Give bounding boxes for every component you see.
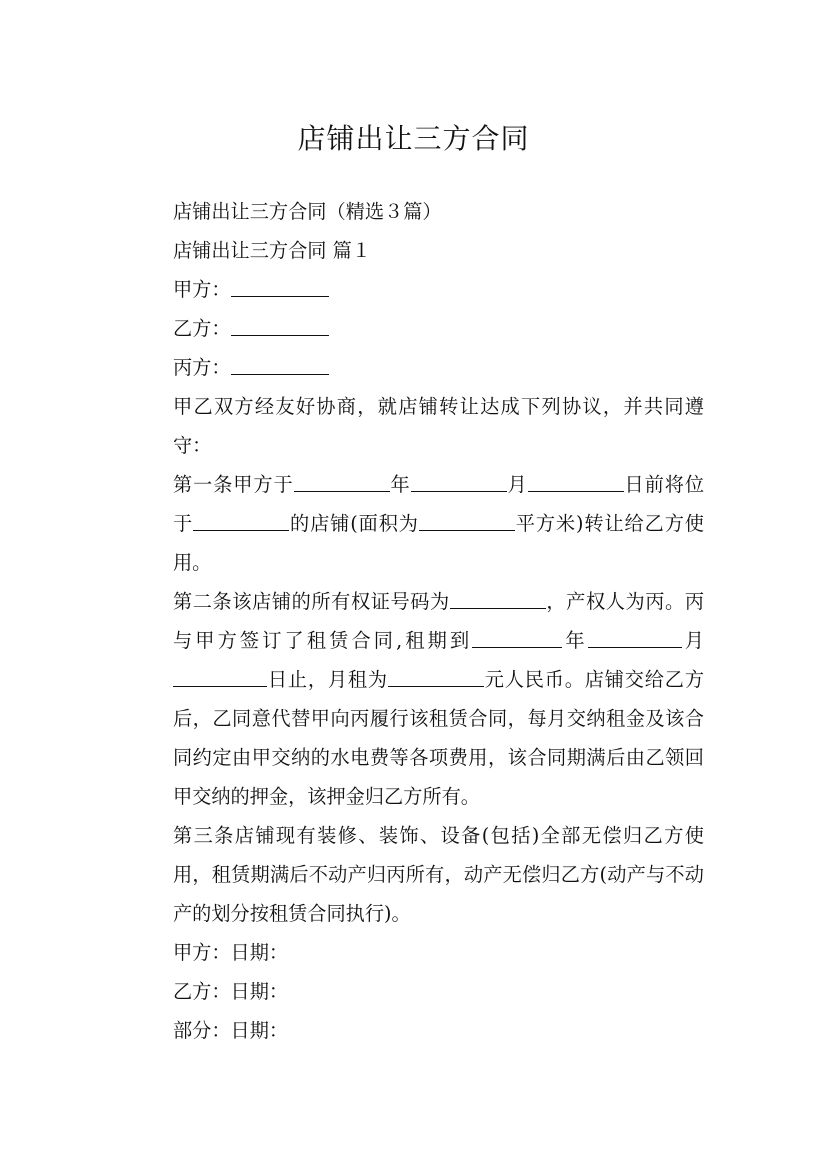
clause-1-year-blank bbox=[294, 472, 390, 492]
clause-1 bbox=[126, 465, 704, 582]
clause-2-rent-blank bbox=[388, 667, 484, 687]
party-c-line bbox=[126, 348, 704, 387]
document-title: 店铺出让三方合同 bbox=[297, 121, 530, 155]
clause-1-text: 第一条甲方于 bbox=[173, 473, 294, 496]
clause-2 bbox=[126, 582, 704, 816]
clause-1-text: 日前将位于 bbox=[173, 473, 705, 535]
clause-1-text: 月 bbox=[506, 473, 528, 496]
clause-1-area-blank bbox=[419, 511, 515, 531]
clause-3: 第三条店铺现有装修、装饰、设备(包括)全部无偿归乙方使用，租赁期满后不动产归丙所有，动产无偿归乙方(动产与不动产的划分按租赁合同执行)。 bbox=[173, 824, 704, 925]
clause-1-month-blank bbox=[411, 472, 507, 492]
clause-2-text: 元人民币。店铺交给乙方后，乙同意代替甲向丙履行该租赁合同，每月交纳租金及该合同约定由甲交纳的水电费等各项费用，该合同期满后由乙领回甲交纳的押金，该押金归乙方所有。 bbox=[173, 668, 705, 808]
clause-2-month-blank bbox=[588, 628, 682, 648]
signature-party-a: 甲方：日期： bbox=[173, 941, 289, 964]
signature-party-b: 乙方：日期： bbox=[173, 980, 289, 1003]
section-heading: 店铺出让三方合同 篇１ bbox=[173, 239, 371, 262]
clause-1-text: 年 bbox=[389, 473, 411, 496]
signature-part: 部分：日期： bbox=[173, 1019, 289, 1042]
clause-1-day-blank bbox=[528, 472, 624, 492]
party-b-blank bbox=[231, 316, 329, 336]
clause-1-location-blank bbox=[193, 511, 289, 531]
party-c-blank bbox=[231, 355, 329, 375]
document-body bbox=[126, 192, 704, 1050]
clause-2-text: 第二条该店铺的所有权证号码为 bbox=[173, 590, 450, 613]
party-c-label: 丙方： bbox=[173, 356, 231, 379]
party-b-line bbox=[126, 309, 704, 348]
clause-1-text: 的店铺(面积为 bbox=[289, 512, 419, 535]
party-b-label: 乙方： bbox=[173, 317, 231, 340]
intro-paragraph: 甲乙双方经友好协商，就店铺转让达成下列协议，并共同遵守： bbox=[173, 395, 704, 457]
clause-2-day-blank bbox=[173, 667, 267, 687]
clause-2-text: 年 bbox=[562, 629, 588, 652]
clause-2-text: 日止，月租为 bbox=[267, 668, 388, 691]
clause-2-text: ，产权人为丙。丙与甲方签订了租赁合同,租期到 bbox=[173, 590, 705, 652]
clause-2-certificate-blank bbox=[450, 589, 546, 609]
party-a-label: 甲方： bbox=[173, 278, 231, 301]
clause-2-year-blank bbox=[472, 628, 562, 648]
clause-1-text: 平方米)转让给乙方使用。 bbox=[173, 512, 704, 574]
document-subtitle: 店铺出让三方合同（精选３篇） bbox=[173, 200, 442, 223]
party-a-line bbox=[126, 270, 704, 309]
clause-2-text: 月 bbox=[681, 629, 704, 652]
party-a-blank bbox=[231, 277, 329, 297]
